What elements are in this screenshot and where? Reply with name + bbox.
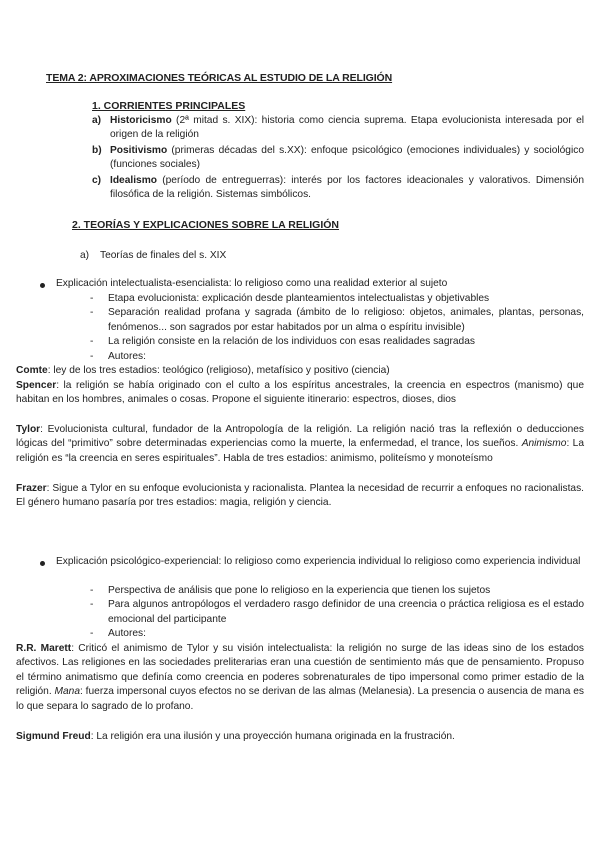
author-name: Comte bbox=[16, 365, 48, 376]
definition: (2ª mitad s. XIX): historia como ciencia suprema. Etapa evolucionista interesada por el origen de la religión bbox=[110, 115, 584, 141]
dash-marker: - bbox=[90, 628, 94, 640]
term: Historicismo bbox=[110, 115, 172, 126]
bullet-intelectualista: Explicación intelectualista-esencialista: lo religioso como una realidad exterior al sujeto bbox=[56, 278, 448, 289]
term: Positivismo bbox=[110, 144, 168, 156]
list-item bbox=[92, 114, 584, 143]
dash-marker: - bbox=[90, 293, 94, 304]
author-frazer: Frazer: Sigue a Tylor en su enfoque evolucionista y racionalista. Plantea la necesidad de recurrir a enfoques no racionalistas. El género humano pasaría por tres estadios: magia, religión y ciencia. bbox=[16, 483, 584, 509]
author-tylor: Tylor: Evolucionista cultural, fundador de la Antropología de la religión. La religión nació tras la reflexión o deducciones lógicas del “primitivo” sobre determinadas experiencias como la muerte, la enfermedad, el trance, los sueños. Animismo: La religión es “la creencia en seres espirituales”. Habla de tres estadios: animismo, politeísmo y monoteísmo bbox=[16, 424, 584, 464]
author-freud: Sigmund Freud: La religión era una ilusión y una proyección humana originada en la frustración. bbox=[16, 731, 455, 742]
dash-marker: - bbox=[90, 307, 94, 319]
list-item: - Perspectiva de análisis que pone lo religioso en la experiencia que tienen los sujetos bbox=[108, 584, 584, 598]
subheading-text: Teorías de finales del s. XIX bbox=[100, 250, 227, 261]
dash-marker: - bbox=[90, 599, 94, 611]
bullet-icon bbox=[40, 283, 45, 288]
definition: (período de entreguerras): interés por los factores ideacionales y valorativos. Dimensión filosófica de la religión. Sistemas simbólicos. bbox=[110, 174, 584, 201]
list-item bbox=[92, 174, 584, 203]
page-title: TEMA 2: APROXIMACIONES TEÓRICAS AL ESTUDIO DE LA RELIGIÓN bbox=[46, 72, 393, 84]
corrientes-list bbox=[92, 114, 584, 203]
list-marker: a) bbox=[92, 115, 102, 126]
subheading-teorias bbox=[80, 249, 227, 263]
list-item: - Autores: bbox=[108, 350, 584, 364]
author-marett: R.R. Marett: Criticó el animismo de Tylor y su visión intelectualista: la religión no surge de las ideas sino de los estados afectivos. Las religiones en las sociedades preliterarias eran una cuestión de sentimiento más que de pensamiento. Propuso el término animatismo que definía como creencia en poderes sobrenaturales de tipo impersonal como primer estadio de la religión. Mana: fuerza impersonal cuyos efectos no se derivan de las almas (Melanesia). La presencia o ausencia de mana es lo que separa lo sagrado de lo profano. bbox=[16, 643, 584, 712]
author-name: R.R. Marett bbox=[16, 643, 72, 654]
dash-marker: - bbox=[90, 585, 94, 596]
list-marker: a) bbox=[80, 250, 90, 261]
list-item: - La religión consiste en la relación de los individuos con esas realidades sagradas bbox=[108, 335, 584, 349]
dash-marker: - bbox=[90, 336, 94, 348]
list-marker: b) bbox=[92, 144, 102, 156]
author-name: Frazer bbox=[16, 483, 47, 494]
bullet-icon bbox=[40, 561, 45, 566]
list-item: - Etapa evolucionista: explicación desde planteamientos intelectualistas y objetivables bbox=[108, 292, 584, 306]
term: Idealismo bbox=[110, 174, 157, 186]
section-heading-teorias: 2. TEORÍAS Y EXPLICACIONES SOBRE LA RELIGIÓN bbox=[72, 219, 340, 231]
author-spencer: Spencer: la religión se había originado con el culto a los espíritus ancestrales, la creencia en espectros (manismo) que habitan en los hombres, animales o cosas. Propone el siguiente itinerario: espectros, dioses, dios bbox=[16, 380, 584, 406]
bullet-psicologico: Explicación psicológico-experiencial: lo religioso como experiencia individual lo religioso como experiencia individual bbox=[56, 556, 581, 567]
dash-list-1 bbox=[90, 292, 584, 364]
list-item: - Separación realidad profana y sagrada (ámbito de lo religioso: objetos, animales, plantas, personas, fenómenos... son sagrados por estar habitados por un alma o espíritu invisible) bbox=[90, 307, 584, 333]
definition: (primeras décadas del s.XX): enfoque psicológico (emociones individuales) y sociológico (funciones sociales) bbox=[110, 144, 584, 171]
author-name: Sigmund Freud bbox=[16, 731, 91, 742]
list-item bbox=[92, 144, 584, 173]
list-marker: c) bbox=[92, 174, 102, 186]
dash-list-2 bbox=[90, 584, 584, 642]
list-item: - Autores: bbox=[108, 627, 584, 641]
section-heading-corrientes: 1. CORRIENTES PRINCIPALES bbox=[92, 100, 246, 112]
author-comte: Comte: ley de los tres estadios: teológico (religioso), metafísico y positivo (ciencia) bbox=[16, 365, 390, 376]
dash-marker: - bbox=[90, 350, 94, 362]
list-item: - Para algunos antropólogos el verdadero rasgo definidor de una creencia o práctica religiosa es el estado emocional del participante bbox=[90, 599, 584, 625]
author-name: Spencer bbox=[16, 380, 57, 391]
author-name: Tylor bbox=[16, 424, 41, 435]
